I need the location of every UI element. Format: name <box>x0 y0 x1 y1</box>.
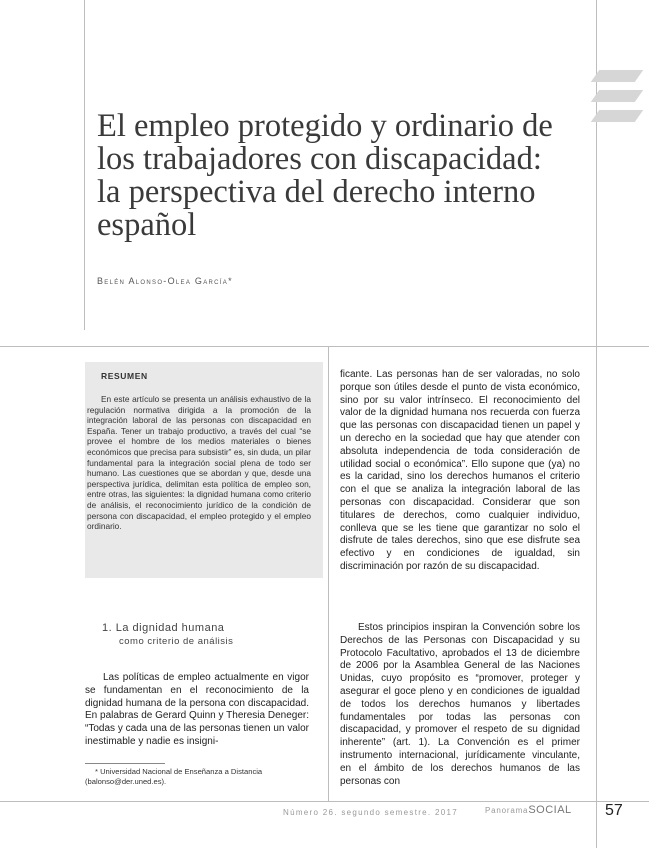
title-line: español <box>97 207 197 243</box>
stripe <box>591 70 643 82</box>
title-line: El empleo protegido y ordinario de <box>97 108 553 144</box>
footer-rule <box>0 801 649 802</box>
footnote-rule <box>85 763 165 764</box>
section-heading-line1: 1. La dignidad humana <box>102 622 225 634</box>
section-heading-line2: como criterio de análisis <box>119 636 234 647</box>
footer-brand <box>485 804 572 816</box>
stripe <box>591 90 643 102</box>
column-divider-rule <box>328 347 329 802</box>
stripe <box>591 110 643 122</box>
page-number: 57 <box>605 802 623 819</box>
footer-issue: Número 26. segundo semestre. 2017 <box>283 808 458 817</box>
title-separator-rule <box>0 346 649 347</box>
left-margin-rule <box>84 0 85 330</box>
right-column-paragraph-1: ficante. Las personas han de ser valoradas, no solo porque son útiles desde el punto de vista económico, sino por su valor intrínseco. El reconocimiento del valor de la dignidad humana nos recuerda con fuerza que las personas con discapacidad tienen un papel y un derecho en la sociedad que hay que atender con absoluta independencia de toda consideración de utilidad social o económica”. Ello supone que (ya) no es la caridad, sino los derechos humanos el criterio con el que se analiza la integración laboral de las personas con discapacidad. Considerar que son titulares de derechos, como cualquier individuo, conlleva que se les tiene que garantizar no solo el disfrute de tales derechos, sino que ese disfrute sea efectivo y en condiciones de igualdad, sin discriminación por razón de su discapacidad. <box>340 369 580 572</box>
title-line: la perspectiva del derecho interno <box>97 174 536 210</box>
abstract-text: En este artículo se presenta un análisis exhaustivo de la regulación normativa dirigida a la promoción de la integración laboral de las personas con discapacidad en España. Tener un trabajo productivo, a través del cual “se provee el hombre de los medios materiales o bienes económicos que precisa para subsistir” es, sin duda, un pilar fundamental para la integración social plena de todo ser humano. Las cuestiones que se abordan y que, desde una perspectiva jurídica, delimitan esta política de empleo son, entre otras, las siguientes: la dignidad humana como criterio de análisis, el reconocimiento jurídico de la condición de persona con discapacidad, el empleo protegido y el empleo ordinario. <box>87 394 311 532</box>
brand-prefix: Panorama <box>485 806 529 815</box>
title-line: los trabajadores con discapacidad: <box>97 141 542 177</box>
abstract-heading: RESUMEN <box>101 371 148 381</box>
footnote: * Universidad Nacional de Enseñanza a Distancia (balonso@der.uned.es). <box>85 767 263 786</box>
brand-main: SOCIAL <box>528 804 572 816</box>
section-heading <box>102 621 233 649</box>
decorative-stripes <box>595 70 639 130</box>
left-column-paragraph: Las políticas de empleo actualmente en vigor se fundamentan en el reconocimiento de la dignidad humana de la persona con discapacidad. En palabras de Gerard Quinn y Theresia Deneger: “Todas y cada una de las personas tienen un valor inestimable y nadie es insigni- <box>85 672 309 747</box>
right-column-paragraph-2: Estos principios inspiran la Convención sobre los Derechos de las Personas con Discapacidad y su Protocolo Facultativo, aprobados el 13 de diciembre de 2006 por la Asamblea General de las Naciones Unidas, cuyo propósito es “promover, proteger y asegurar el goce pleno y en condiciones de igualdad de todos los derechos humanos y libertades fundamentales por todas las personas con discapacidad, y promover el respeto de su dignidad inherente” (art. 1). La Convención es el primer instrumento internacional, jurídicamente vinculante, en el ámbito de los derechos humanos de las personas con <box>340 622 580 787</box>
author-name: Belén Alonso-Olea García* <box>97 276 233 286</box>
article-title <box>97 110 597 242</box>
